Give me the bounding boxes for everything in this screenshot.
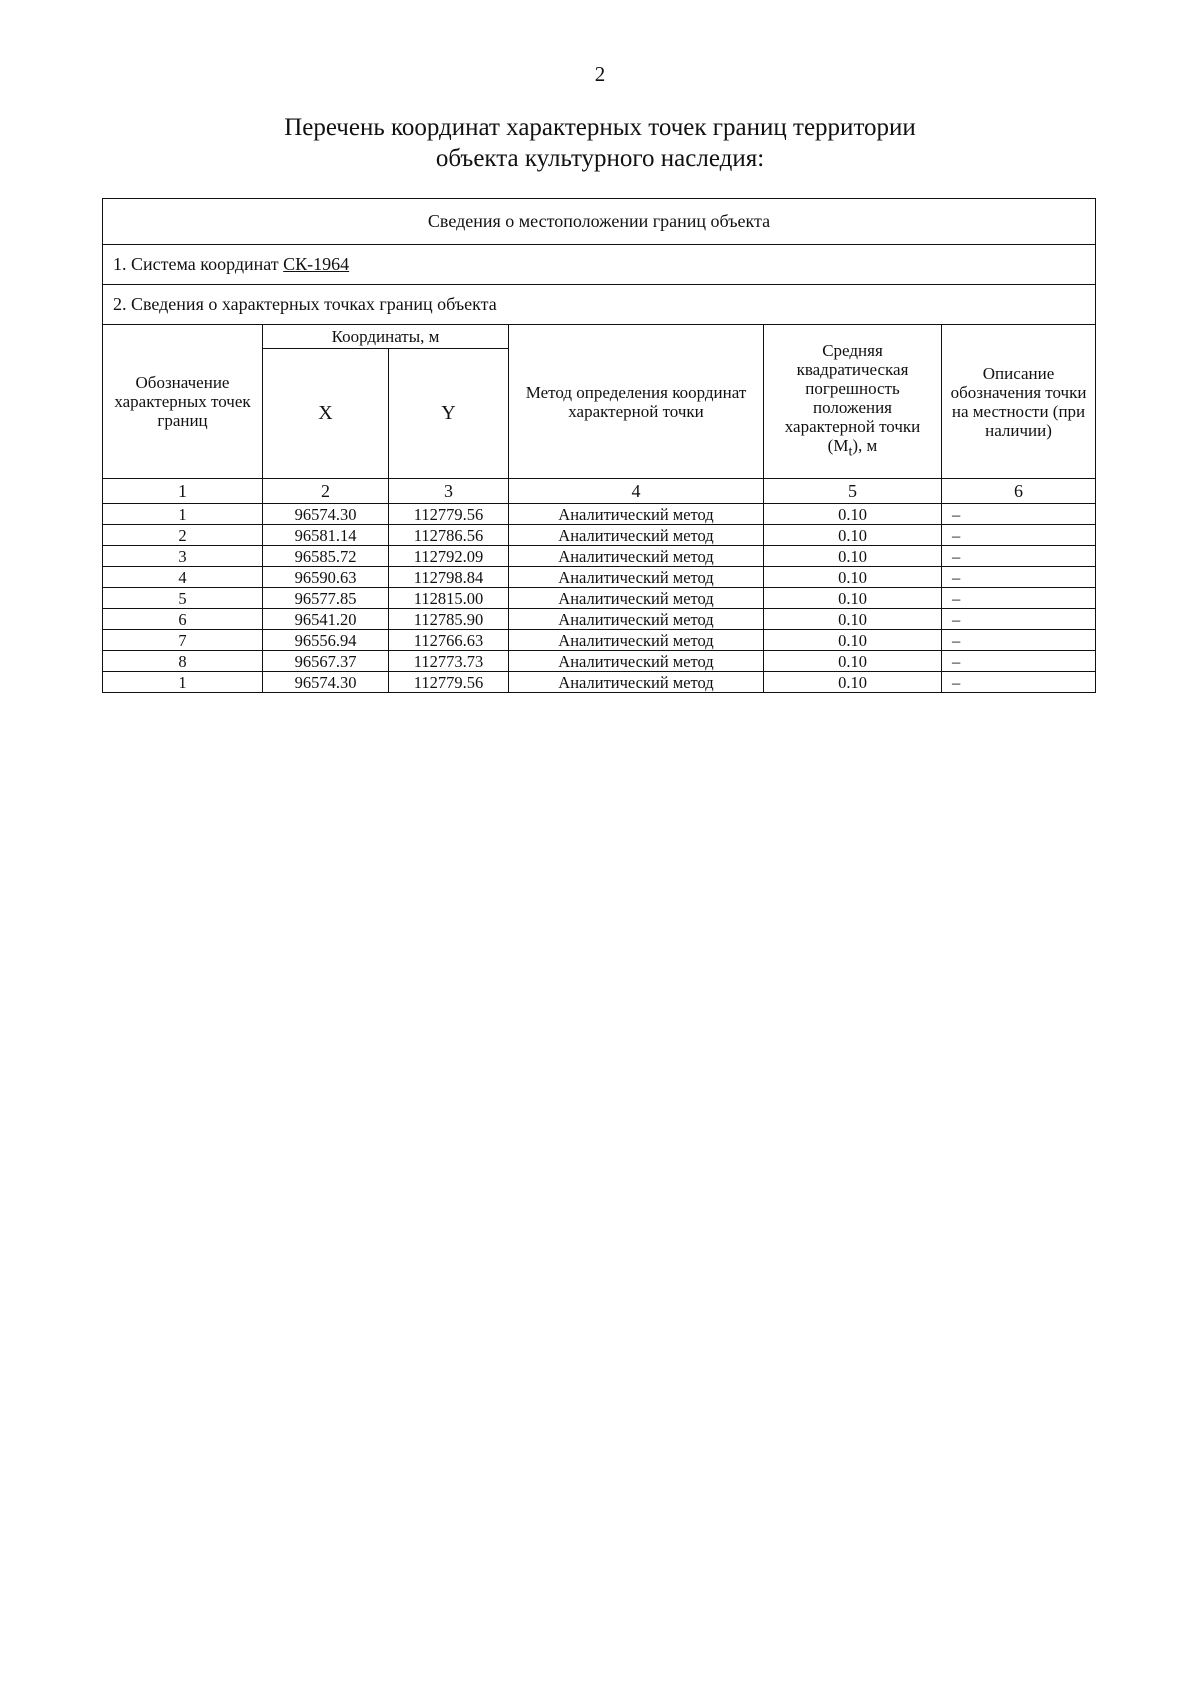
- cell-method: Аналитический метод: [509, 651, 764, 672]
- cell-error: 0.10: [764, 651, 942, 672]
- cell-x: 96541.20: [263, 609, 389, 630]
- column-number: 5: [764, 479, 942, 504]
- cell-y: 112786.56: [389, 525, 509, 546]
- header-mean-error-suffix: ), м: [852, 436, 878, 456]
- cell-method: Аналитический метод: [509, 567, 764, 588]
- section-2-label: 2. Сведения о характерных точках границ объекта: [103, 285, 1096, 325]
- column-number: 3: [389, 479, 509, 504]
- cell-y: 112798.84: [389, 567, 509, 588]
- cell-y: 112779.56: [389, 672, 509, 693]
- cell-error: 0.10: [764, 609, 942, 630]
- header-mean-error: [764, 325, 942, 479]
- table-caption: Сведения о местоположении границ объекта: [103, 199, 1096, 245]
- cell-point: 1: [103, 672, 263, 693]
- cell-method: Аналитический метод: [509, 546, 764, 567]
- coordinates-table: [102, 198, 1096, 693]
- cell-description: –: [942, 588, 1096, 609]
- cell-error: 0.10: [764, 567, 942, 588]
- coordinate-system-row: [103, 245, 1096, 285]
- page-number: 2: [594, 62, 606, 86]
- table-row: [103, 546, 1096, 567]
- cell-y: 112792.09: [389, 546, 509, 567]
- cell-method: Аналитический метод: [509, 672, 764, 693]
- cell-error: 0.10: [764, 630, 942, 651]
- cell-x: 96577.85: [263, 588, 389, 609]
- cell-description: –: [942, 546, 1096, 567]
- cell-method: Аналитический метод: [509, 525, 764, 546]
- cell-point: 1: [103, 504, 263, 525]
- cell-method: Аналитический метод: [509, 609, 764, 630]
- table-row: [103, 630, 1096, 651]
- column-number: 1: [103, 479, 263, 504]
- cell-x: 96556.94: [263, 630, 389, 651]
- table-row: [103, 567, 1096, 588]
- table-row: [103, 609, 1096, 630]
- cell-x: 96590.63: [263, 567, 389, 588]
- cell-y: 112779.56: [389, 504, 509, 525]
- cell-description: –: [942, 630, 1096, 651]
- cell-description: –: [942, 525, 1096, 546]
- cell-error: 0.10: [764, 525, 942, 546]
- cell-point: 4: [103, 567, 263, 588]
- cell-y: 112785.90: [389, 609, 509, 630]
- cell-point: 2: [103, 525, 263, 546]
- header-mean-error-subscript: t: [848, 443, 853, 460]
- cell-method: Аналитический метод: [509, 588, 764, 609]
- header-y: Y: [389, 349, 509, 479]
- cell-point: 8: [103, 651, 263, 672]
- cell-error: 0.10: [764, 672, 942, 693]
- table-row: [103, 525, 1096, 546]
- cell-error: 0.10: [764, 588, 942, 609]
- cell-error: 0.10: [764, 546, 942, 567]
- cell-x: 96585.72: [263, 546, 389, 567]
- cell-description: –: [942, 651, 1096, 672]
- cell-y: 112773.73: [389, 651, 509, 672]
- document-title: [0, 112, 1200, 174]
- header-description: Описание обозначения точки на местности (при наличии): [942, 325, 1096, 479]
- cell-point: 6: [103, 609, 263, 630]
- cell-x: 96574.30: [263, 672, 389, 693]
- header-coordinates: Координаты, м: [263, 325, 509, 349]
- cell-method: Аналитический метод: [509, 630, 764, 651]
- header-x: X: [263, 349, 389, 479]
- cell-y: 112766.63: [389, 630, 509, 651]
- title-line-1: Перечень координат характерных точек границ территории: [284, 114, 916, 141]
- column-number: 6: [942, 479, 1096, 504]
- cell-x: 96581.14: [263, 525, 389, 546]
- cell-description: –: [942, 567, 1096, 588]
- table-row: [103, 651, 1096, 672]
- header-point-designation: Обозначение характерных точек границ: [103, 325, 263, 479]
- title-line-2: объекта культурного наследия:: [435, 145, 765, 172]
- cell-method: Аналитический метод: [509, 504, 764, 525]
- cell-error: 0.10: [764, 504, 942, 525]
- cell-y: 112815.00: [389, 588, 509, 609]
- cell-point: 7: [103, 630, 263, 651]
- cell-description: –: [942, 609, 1096, 630]
- table-row: [103, 588, 1096, 609]
- column-number: 4: [509, 479, 764, 504]
- coordinate-system-label: 1. Система координат: [113, 254, 279, 274]
- column-number: 2: [263, 479, 389, 504]
- table-row: [103, 672, 1096, 693]
- cell-x: 96567.37: [263, 651, 389, 672]
- table-row: [103, 504, 1096, 525]
- header-method: Метод определения координат характерной точки: [509, 325, 764, 479]
- column-numbers-row: [103, 479, 1096, 504]
- cell-description: –: [942, 504, 1096, 525]
- cell-x: 96574.30: [263, 504, 389, 525]
- cell-point: 5: [103, 588, 263, 609]
- header-mean-error-prefix: Средняя квадратическая погрешность положения характерной точки (M: [784, 341, 921, 456]
- coordinate-system-value: СК-1964: [283, 254, 350, 274]
- cell-description: –: [942, 672, 1096, 693]
- cell-point: 3: [103, 546, 263, 567]
